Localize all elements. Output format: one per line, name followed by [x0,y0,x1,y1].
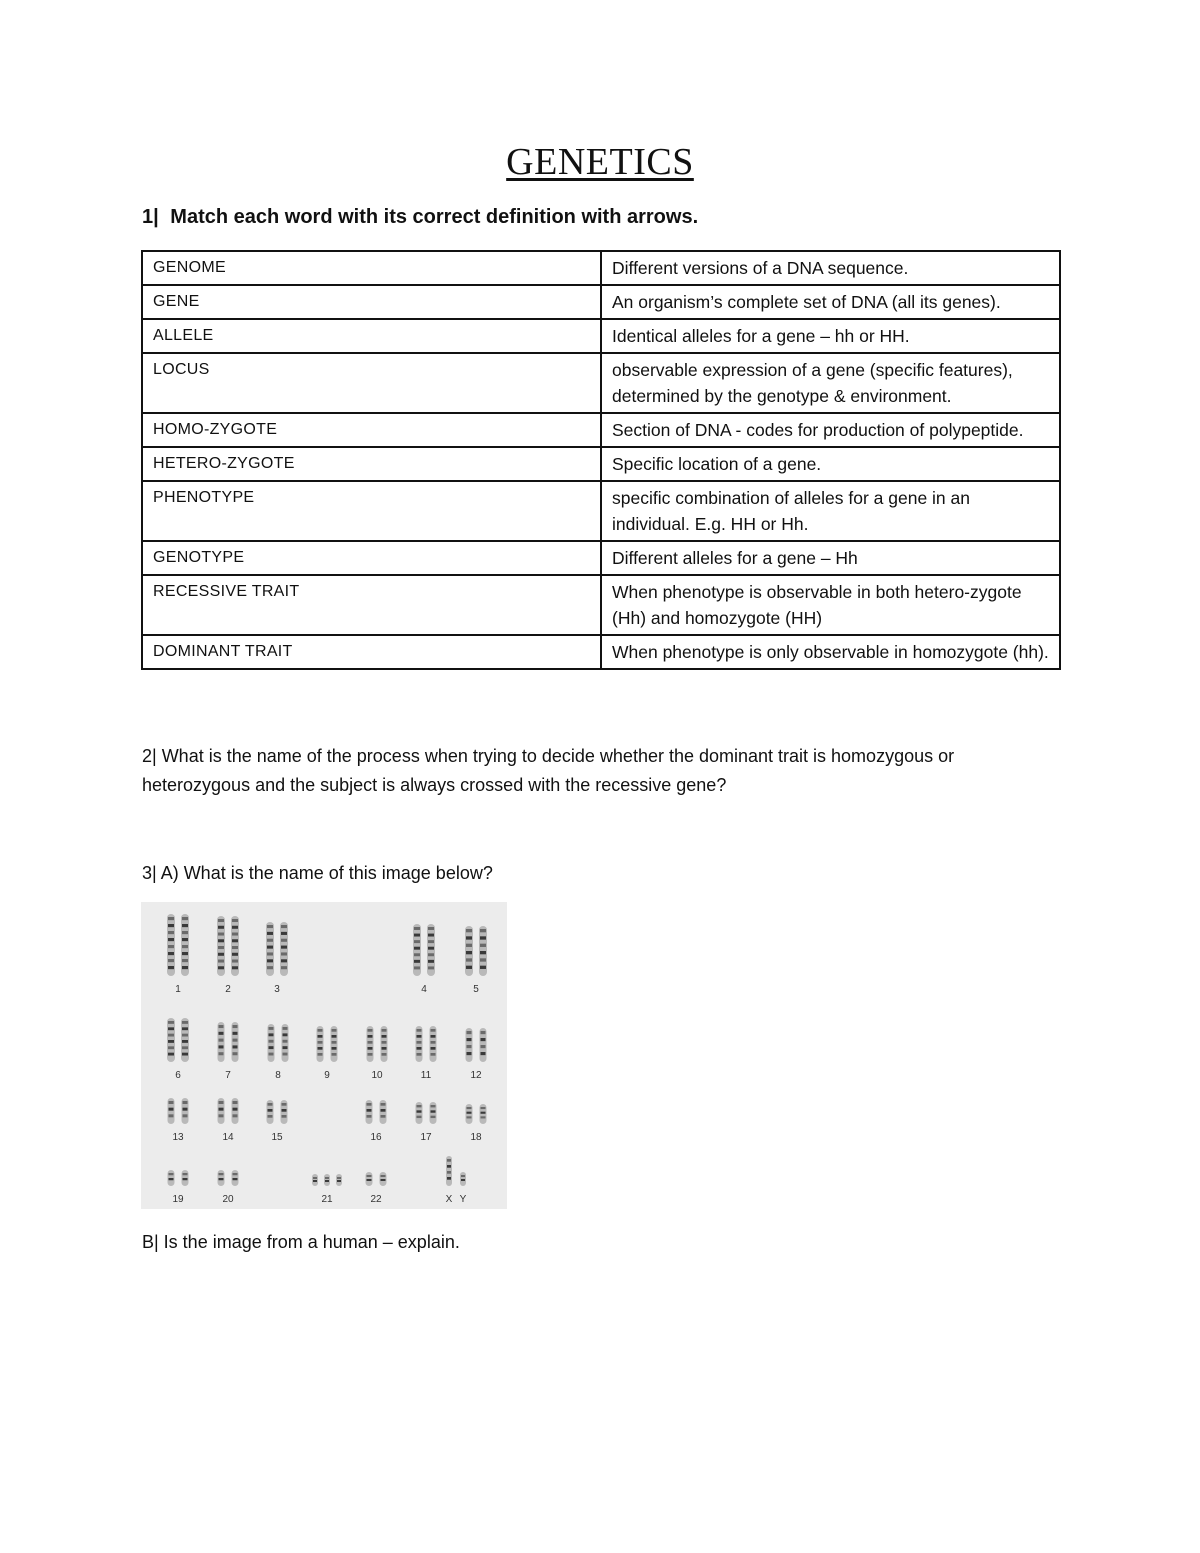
karyotype-label: X [445,1194,453,1205]
chromosome-shape [466,1104,473,1124]
karyotype-label: 9 [324,1070,330,1081]
table-row [142,285,1060,319]
karyotype-label: 3 [274,984,280,995]
term-cell: PHENOTYPE [142,481,601,541]
question-3a: 3| A) What is the name of this image below? [142,863,493,883]
table-row [142,575,1060,635]
term-cell: RECESSIVE TRAIT [142,575,601,635]
chromosome-shape [479,926,487,976]
karyotype-label: Y [459,1194,467,1205]
chromosome-shape [312,1174,318,1186]
table-row [142,353,1060,413]
chromosome-shape [232,1170,239,1186]
chromosome-shape [480,1028,487,1062]
definition-cell: An organism’s complete set of DNA (all its genes). [601,285,1060,319]
chromosome-shape [168,1098,175,1124]
table-row [142,413,1060,447]
definition-cell: When phenotype is only observable in homozygote (hh). [601,635,1060,669]
karyotype-label: 6 [175,1070,181,1081]
definition-cell: specific combination of alleles for a gene in an individual. E.g. HH or Hh. [601,481,1060,541]
chromosome-shape [460,1172,466,1186]
karyotype-label: 11 [420,1070,432,1081]
karyotype-label: 5 [473,984,479,995]
karyotype-label: 19 [172,1194,184,1205]
karyotype-label: 8 [275,1070,281,1081]
chromosome-shape [366,1100,373,1124]
definition-cell: Different alleles for a gene – Hh [601,541,1060,575]
chromosome-shape [331,1026,338,1062]
karyotype-label: 15 [271,1132,283,1143]
chromosome-shape [380,1100,387,1124]
karyotype-label: 4 [421,984,427,995]
chromosome-shape [268,1024,275,1062]
chromosome-shape [465,926,473,976]
chromosome-shape [416,1026,423,1062]
chromosome-shape [413,924,421,976]
term-cell: HETERO-ZYGOTE [142,447,601,481]
chromosome-shape [167,914,175,976]
question-1 [142,206,698,229]
question-1-number: 1| [142,206,159,228]
question-1-text: Match each word with its correct definition with arrows. [170,206,699,228]
chromosome-shape [280,922,288,976]
matching-table [141,250,1061,670]
table-row [142,319,1060,353]
chromosome-shape [281,1100,288,1124]
term-cell: LOCUS [142,353,601,413]
chromosome-shape [381,1026,388,1062]
chromosome-shape [182,1170,189,1186]
definition-cell: Specific location of a gene. [601,447,1060,481]
term-cell: GENE [142,285,601,319]
karyotype-label: 22 [370,1194,382,1205]
chromosome-shape [217,916,225,976]
term-cell: GENOTYPE [142,541,601,575]
chromosome-shape [324,1174,330,1186]
table-row [142,251,1060,285]
term-cell: ALLELE [142,319,601,353]
term-cell: HOMO-ZYGOTE [142,413,601,447]
chromosome-shape [366,1172,373,1186]
chromosome-shape [168,1170,175,1186]
table-row [142,481,1060,541]
chromosome-shape [167,1018,175,1062]
chromosome-shape [181,914,189,976]
table-row [142,635,1060,669]
karyotype-label: 13 [172,1132,184,1143]
chromosome-shape [430,1102,437,1124]
definition-cell: When phenotype is observable in both hetero-zygote (Hh) and homozygote (HH) [601,575,1060,635]
page-title: GENETICS [506,141,694,183]
karyotype-label: 12 [470,1070,482,1081]
chromosome-shape [416,1102,423,1124]
karyotype-label: 2 [225,984,231,995]
karyotype-label: 16 [370,1132,382,1143]
karyotype-label: 7 [225,1070,231,1081]
definition-cell: Different versions of a DNA sequence. [601,251,1060,285]
chromosome-shape [231,916,239,976]
definition-cell: Section of DNA - codes for production of polypeptide. [601,413,1060,447]
chromosome-shape [317,1026,324,1062]
karyotype-label: 20 [222,1194,234,1205]
chromosome-shape [267,1100,274,1124]
table-row [142,541,1060,575]
karyotype-label: 21 [321,1194,333,1205]
question-3b: B| Is the image from a human – explain. [142,1232,460,1252]
definition-cell: observable expression of a gene (specific features), determined by the genotype & environment. [601,353,1060,413]
chromosome-shape [181,1018,189,1062]
chromosome-shape [218,1022,225,1062]
question-2: 2| What is the name of the process when trying to decide whether the dominant trait is homozygous or heterozygous and the subject is always crossed with the recessive gene? [142,746,955,795]
chromosome-shape [282,1024,289,1062]
chromosome-shape [182,1098,189,1124]
term-cell: DOMINANT TRAIT [142,635,601,669]
chromosome-shape [427,924,435,976]
chromosome-shape [380,1172,387,1186]
karyotype-label: 1 [175,984,181,995]
table-row [142,447,1060,481]
chromosome-shape [232,1022,239,1062]
chromosome-shape [367,1026,374,1062]
chromosome-shape [266,922,274,976]
chromosome-shape [466,1028,473,1062]
chromosome-shape [232,1098,239,1124]
chromosome-shape [336,1174,342,1186]
chromosome-shape [430,1026,437,1062]
term-cell: GENOME [142,251,601,285]
karyotype-label: 14 [222,1132,234,1143]
definition-cell: Identical alleles for a gene – hh or HH. [601,319,1060,353]
karyotype-label: 17 [420,1132,432,1143]
chromosome-shape [218,1098,225,1124]
karyotype-label: 10 [371,1070,383,1081]
karyotype-image [141,902,507,1209]
chromosome-shape [480,1104,487,1124]
chromosome-shape [218,1170,225,1186]
chromosome-shape [446,1156,452,1186]
karyotype-label: 18 [470,1132,482,1143]
